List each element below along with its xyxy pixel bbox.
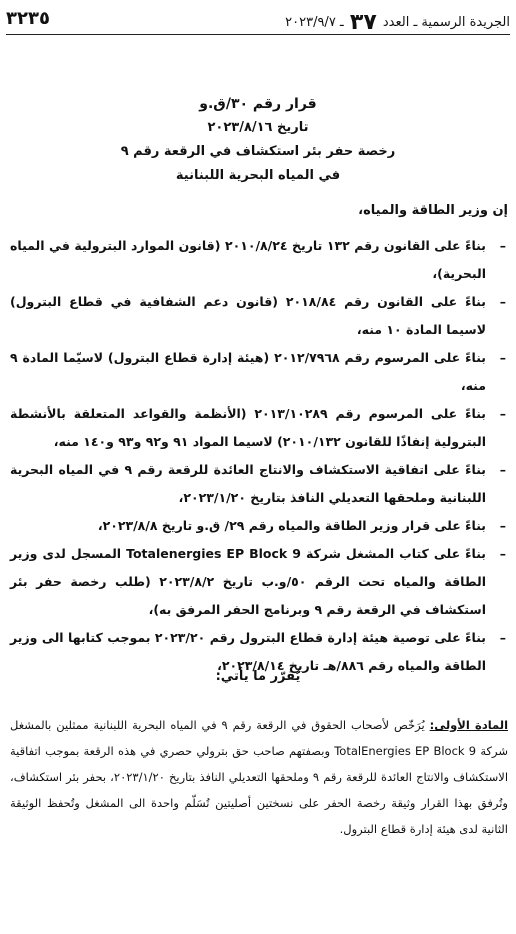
decision-subject-2: في المياه البحرية اللبنانية: [175, 168, 341, 183]
clause-item: – بناءً على القانون رقم ١٣٢ تاريخ ٢٠١٠/٨/٢٤ (قانون الموارد البترولية في المياه البحرية)،: [10, 238, 506, 281]
article-title: المادة الأولى:: [429, 718, 509, 732]
clause-item: – بناءً على قرار وزير الطاقة والمياه رقم ٢٩/ ق.و تاريخ ٢٠٢٣/٨/٨،: [97, 518, 506, 533]
clause-item: – بناءً على المرسوم رقم ٢٠١٣/١٠٢٨٩ (الأنظمة والقواعد المتعلقة بالأنشطة البترولية إنفاذًا للقانون ٢٠١٠/١٣٢) لاسيما المواد ٩١ و٩٢ و٩٣ و١٤٠ منه،: [10, 406, 506, 449]
clause-item: – بناءً على اتفاقية الاستكشاف والانتاج العائدة للرقعة رقم ٩ في المياه البحرية اللبنانية وملحقها التعديلي النافذ بتاريخ ٢٠٢٣/١/٢٠،: [10, 462, 506, 505]
intro-line: إن وزير الطاقة والمياه،: [358, 203, 508, 218]
decision-date: تاريخ ٢٠٢٣/٨/١٦: [207, 120, 309, 135]
decision-number: قرار رقم ٣٠/ق.و: [199, 96, 317, 112]
header-divider: [6, 34, 510, 35]
article-1: [10, 712, 508, 842]
decision-subject-1: رخصة حفر بئر استكشاف في الرقعة رقم ٩: [120, 144, 396, 159]
clause-item: – بناءً على توصية هيئة إدارة قطاع البترول رقم ٢٠٢٣/٢٠ بموجب كتابها الى وزير الطاقة والمياه رقم ٨٨٦/هـ تاريخ ٢٠٢٣/٨/١٤،: [10, 630, 506, 673]
clause-item: – بناءً على المرسوم رقم ٢٠١٢/٧٩٦٨ (هيئة إدارة قطاع البترول) لاسيّما المادة ٩ منه،: [10, 350, 506, 393]
clause-text: بناءً على كتاب المشغل شركة Totalenergies EP Block 9 المسجل لدى وزير الطاقة والمياه تحت الرقم ٥٠/و.ب تاريخ ٢٠٢٣/٨/٢ (طلب رخصة حفر بئر استكشاف في الرقعة رقم ٩ وبرنامج الحفر المرفق به)،: [10, 546, 486, 617]
issue-date: ـ ٢٠٢٣/٩/٧: [285, 15, 344, 30]
decision-heading: [40, 92, 476, 188]
journal-prefix: الجريدة الرسمية ـ العدد: [382, 15, 510, 30]
decides-heading: يُقرّر ما يأتي:: [215, 669, 301, 684]
page-header: [6, 4, 510, 35]
preamble-clauses: [10, 232, 508, 680]
clause-text: بناءً على المرسوم رقم ٢٠١٣/١٠٢٨٩ (الأنظمة والقواعد المتعلقة بالأنشطة البترولية إنفاذًا للقانون ٢٠١٠/١٣٢) لاسيما المواد ٩١ و٩٢ و٩٣ و١٤٠ منه،: [10, 406, 486, 449]
clause-text: بناءً على توصية هيئة إدارة قطاع البترول رقم ٢٠٢٣/٢٠ بموجب كتابها الى وزير الطاقة والمياه رقم ٨٨٦/هـ تاريخ ٢٠٢٣/٨/١٤،: [10, 630, 486, 673]
clause-text: بناءً على القانون رقم ٢٠١٨/٨٤ (قانون دعم الشفافية في قطاع البترول) لاسيما المادة ١٠ منه،: [10, 294, 486, 337]
clause-item: – بناءً على القانون رقم ٢٠١٨/٨٤ (قانون دعم الشفافية في قطاع البترول) لاسيما المادة ١٠ منه،: [10, 294, 506, 337]
page-number: ٣٢٣٥: [6, 8, 50, 29]
journal-line: [285, 10, 510, 35]
clause-text: بناءً على المرسوم رقم ٢٠١٢/٧٩٦٨ (هيئة إدارة قطاع البترول) لاسيّما المادة ٩ منه،: [10, 350, 486, 393]
clause-text: بناءً على القانون رقم ١٣٢ تاريخ ٢٠١٠/٨/٢٤ (قانون الموارد البترولية في المياه البحرية)،: [10, 238, 486, 281]
article-text: يُرَخّص لأصحاب الحقوق في الرقعة رقم ٩ في المياه البحرية اللبنانية ممثلين بالمشغل شركة TotalEnergies EP Block 9 وبصفتهم صاحب حق بترولي حصري في هذه الرقعة بموجب اتفاقية الاستكشاف والانتاج العائدة للرقعة رقم ٩ وملحقها التعديلي النافذ بتاريخ ٢٠٢٣/١/٢٠، بحفر بئر استكشاف، وتُرفق بهذا القرار وثيقة رخصة الحفر على نسختين أصليتين تُسَلّم واحدة الى المشغل وتُحفظ الوثيقة الثانية لدى هيئة إدارة قطاع البترول.: [10, 718, 509, 836]
clause-item: – بناءً على كتاب المشغل شركة Totalenergies EP Block 9 المسجل لدى وزير الطاقة والمياه تحت الرقم ٥٠/و.ب تاريخ ٢٠٢٣/٨/٢ (طلب رخصة حفر بئر استكشاف في الرقعة رقم ٩ وبرنامج الحفر المرفق به)،: [10, 546, 506, 617]
clause-text: بناءً على قرار وزير الطاقة والمياه رقم ٢٩/ ق.و تاريخ ٢٠٢٣/٨/٨،: [97, 518, 486, 533]
clause-text: بناءً على اتفاقية الاستكشاف والانتاج العائدة للرقعة رقم ٩ في المياه البحرية اللبنانية وملحقها التعديلي النافذ بتاريخ ٢٠٢٣/١/٢٠،: [10, 462, 487, 505]
issue-number: ٣٧: [349, 10, 377, 35]
